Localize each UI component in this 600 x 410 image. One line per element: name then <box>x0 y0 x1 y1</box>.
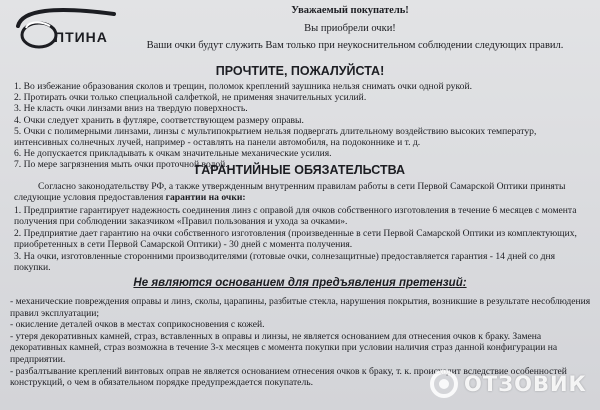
greeting: Уважаемый покупатель! <box>291 5 409 16</box>
otzovik-logo-icon <box>430 370 458 398</box>
claim-item: - механические повреждения оправы и линз, сколы, царапины, разбитые стекла, нарушения покрытия, возникшие в результате несоблюдения правил эксплуатации; <box>10 296 591 319</box>
optina-logo <box>14 4 124 50</box>
guarantee-intro-text: Согласно законодательству РФ, а также утвержденным внутренним правилам работы в сети Первой Самарской Оптики приняты следующие условия предоставления <box>14 181 566 204</box>
guarantee-item: 3. На очки, изготовленные сторонними производителями (готовые очки, солнезащитные) предоставляется гарантия - 14 дней со дня покупки. <box>14 250 556 274</box>
claim-item: - утеря декоративных камней, страз, вставленных в оправы и линзы, не является основанием для отнесения очков к браку. Замена декоративных камней, страз возможна в течение 3-х месяцев с момента покупки при условии наличия страз данной конфигурации на предприятии. <box>10 330 558 365</box>
otzovik-watermark <box>430 366 590 402</box>
rule-item: 4. Очки следует хранить в футляре, соответствующем размеру оправы. <box>14 114 304 126</box>
guarantee-intro <box>14 181 574 204</box>
guarantee-title: ГАРАНТИЙНЫЕ ОБЯЗАТЕЛЬСТВА <box>194 163 406 177</box>
rules-title: ПРОЧТИТЕ, ПОЖАЛУЙСТА! <box>215 64 385 78</box>
purchase-text: Вы приобрели очки! <box>304 23 396 34</box>
claim-item: - окисление деталей очков в местах соприкосновения с кожей. <box>10 319 265 331</box>
rule-item: 2. Протирать очки только специальной салфеткой, не применяя значительных усилий. <box>14 92 367 104</box>
rule-item: 7. По мере загрязнения мыть очки проточной водой. <box>14 159 228 171</box>
rules-list <box>14 81 554 171</box>
guarantee-item: 1. Предприятие гарантирует надежность соединения линз с оправой для очков собственного изготовления в течение 6 месяцев с момента получения при соблюдении заказчиком «Правил пользования и ухода за очками». <box>14 205 577 228</box>
guarantee-item: 2. Предприятие дает гарантию на очки собственного изготовления (произведенные в сети Первой Самарской Оптики из комплектующих, приобретенных в сети Первой Самарской Оптики) - 30 дней с момента получения. <box>14 227 577 251</box>
rule-item: 1. Во избежание образования сколов и трещин, поломок креплений заушника нельзя снимать очки одной рукой. <box>14 81 472 92</box>
watermark-text: ОТЗОВИК <box>464 372 587 396</box>
rule-item: 6. Не допускается прикладывать к очкам значительные механические усилия. <box>14 148 332 160</box>
rule-item: 5. Очки с полимерными линзами, линзы с мультипокрытием нельзя подвергать длительному воздействию высоких температур, интенсивных солнечных лучей, например - оставлять на панели автомобиля, на подоконнике и т. д. <box>14 125 537 149</box>
claims-title: Не являются основанием для предъявления претензий: <box>133 277 467 289</box>
claim-item: - разбалтывание креплений винтовых оправ не является основанием отнесения очков к браку, т. к. происходит вследствие особенностей конструкций, о чем в обязательном порядке предупреждается покупатель. <box>10 365 567 389</box>
guarantee-intro-bold: гарантии на очки: <box>165 192 246 204</box>
logo-text: ПТИНА <box>54 29 108 45</box>
guarantee-list <box>14 205 584 273</box>
rule-item: 3. Не класть очки линзами вниз на твердую поверхность. <box>14 103 248 115</box>
notice-text: Ваши очки будут служить Вам только при неукоснительном соблюдении следующих правил. <box>146 40 564 51</box>
